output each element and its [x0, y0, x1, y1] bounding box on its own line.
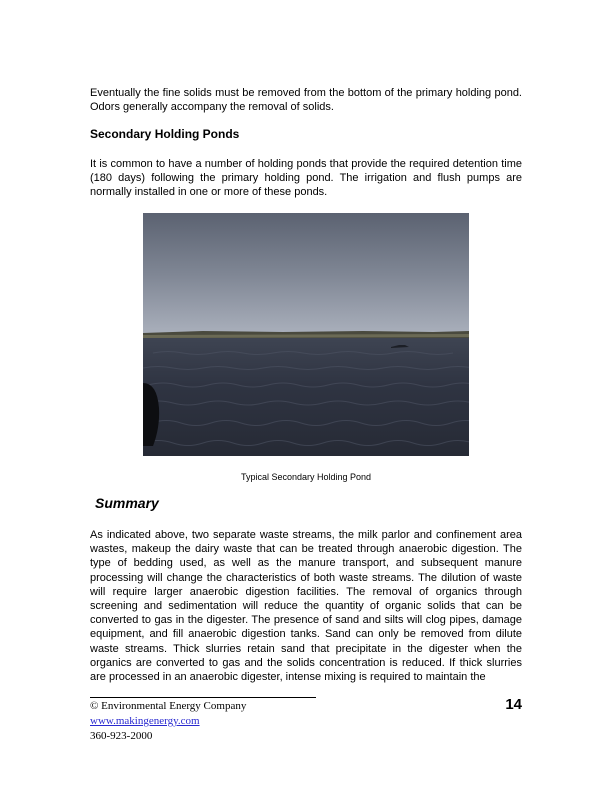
page-number: 14	[505, 696, 522, 713]
holding-pond-photo	[143, 213, 469, 456]
summary-heading: Summary	[95, 495, 159, 511]
secondary-holding-ponds-heading: Secondary Holding Ponds	[90, 127, 240, 141]
footer-divider	[90, 697, 316, 698]
intro-paragraph: Eventually the fine solids must be removed from the bottom of the primary holding pond. Odors generally accompany the removal of solids.	[90, 87, 522, 114]
secondary-ponds-paragraph: It is common to have a number of holding ponds that provide the required detention time (180 days) following the primary holding pond. The irrigation and flush pumps are normally installed in one or more of these ponds.	[90, 158, 522, 199]
figure-caption: Typical Secondary Holding Pond	[240, 472, 372, 482]
footer-company: © Environmental Energy Company	[90, 700, 247, 712]
footer-website-link[interactable]: www.makingenergy.com	[90, 715, 200, 727]
footer-website-line	[90, 715, 200, 727]
summary-paragraph: As indicated above, two separate waste streams, the milk parlor and confinement area wastes, makeup the dairy waste that can be treated through anaerobic digestion. The type of bedding used, as well as the manure transport, and subsequent manure processing will change the characteristics of both waste streams. The dilution of waste will require larger anaerobic digestion facilities. The removal of organics through screening and sedimentation will reduce the quantity of organic solids that can be converted to gas in the digester. The presence of sand and silts will clog pipes, damage equipment, and fill anaerobic digestion tanks. Sand can only be removed from dilute waste streams. Thick slurries retain sand that precipitate in the digester when the organics are converted to gas and the solids concentration is reduced. If thick slurries are processed in an anaerobic digester, intense mixing is required to maintain the	[90, 529, 522, 684]
footer-phone: 360-923-2000	[90, 730, 153, 742]
